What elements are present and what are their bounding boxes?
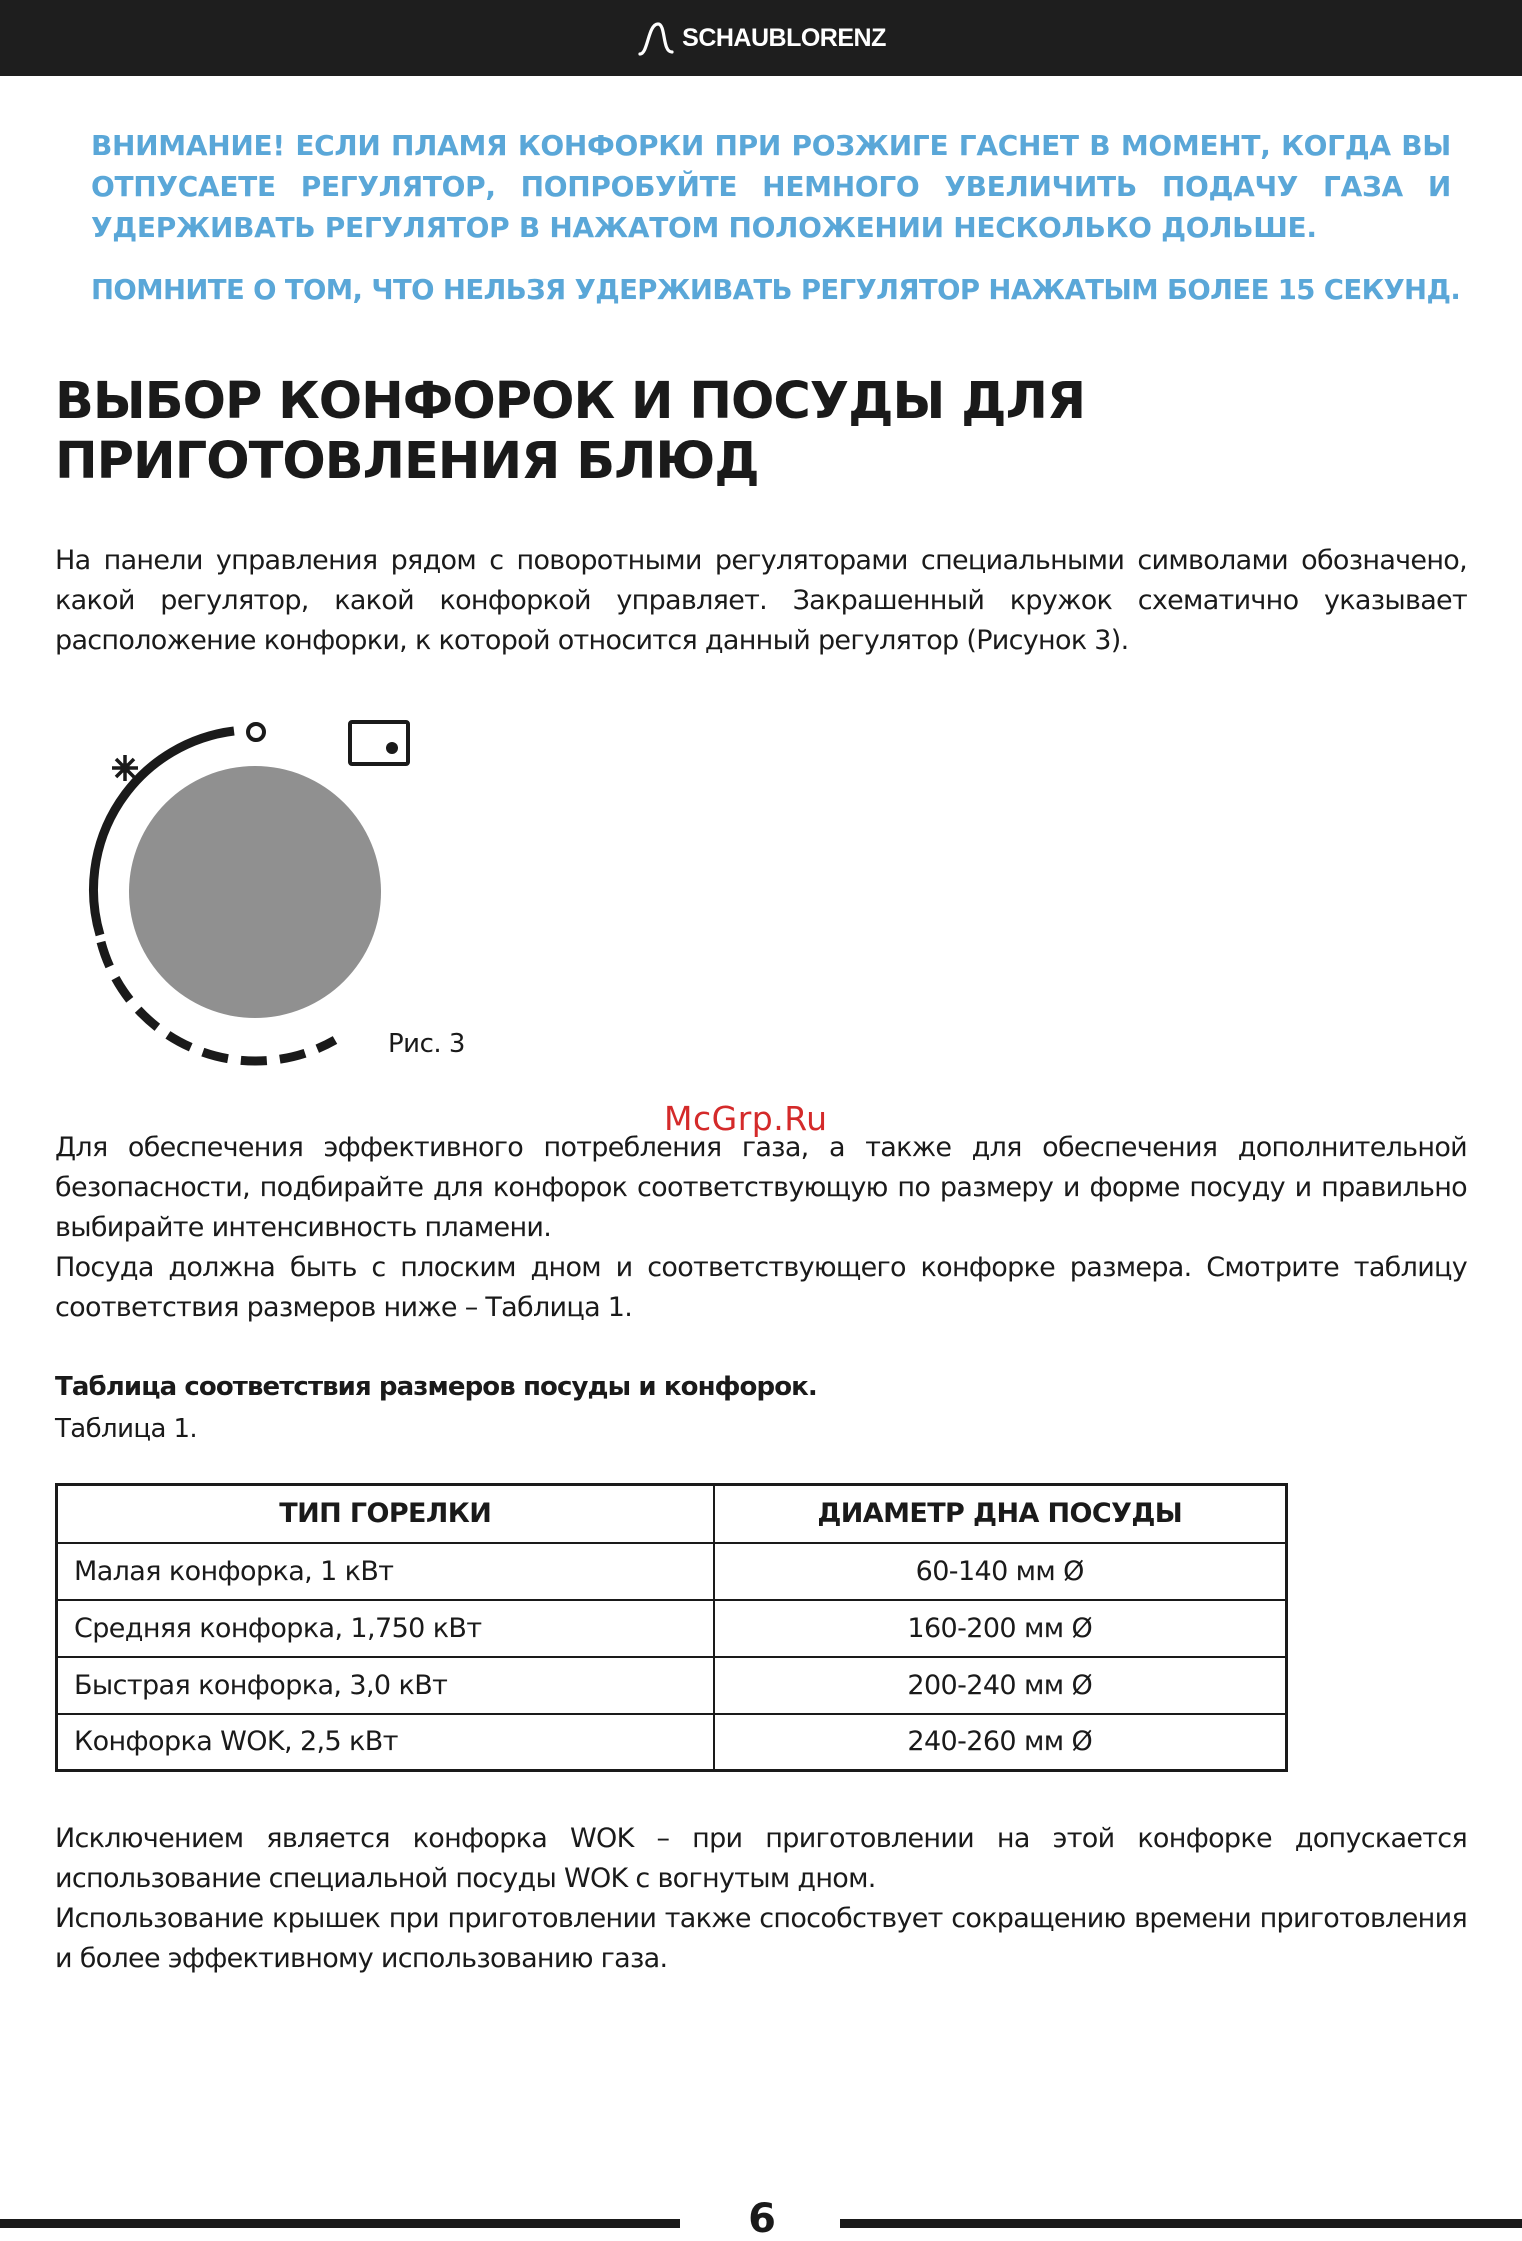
burner-type-cell: Средняя конфорка, 1,750 кВт <box>57 1600 714 1657</box>
intro-paragraph: На панели управления рядом с поворотными регуляторами специальными символами обозначено, какой регулятор, какой конфоркой управляет. Закрашенный кружок схематично указывает расположение конфорки, к которой относится данный регулятор (Рисунок 3). <box>55 545 1467 656</box>
pot-diameter-cell: 60-140 мм Ø <box>714 1543 1287 1600</box>
pot-diameter-cell: 240-260 мм Ø <box>714 1714 1287 1771</box>
burner-type-cell: Конфорка WOK, 2,5 кВт <box>57 1714 714 1771</box>
lid-paragraph: Использование крышек при приготовлении также способствует сокращению времени приготовления и более эффективному использованию газа. <box>55 1903 1467 1974</box>
brand-name: SCHAUBLORENZ <box>682 23 886 52</box>
off-position-icon <box>248 724 264 740</box>
control-knob <box>129 766 381 1018</box>
knob-diagram <box>78 702 438 1072</box>
page-number: 6 <box>748 2196 776 2241</box>
burner-type-cell: Малая конфорка, 1 кВт <box>57 1543 714 1600</box>
gas-efficiency-paragraph: Для обеспечения эффективного потребления газа, а также для обеспечения дополнительной безопасности, подбирайте для конфорок соответствующую по размеру и форме посуду и правильно выбирайте интенсивность пламени. <box>55 1132 1467 1243</box>
watermark: McGrp.Ru <box>664 1099 828 1138</box>
header-pot-diameter: ДИАМЕТР ДНА ПОСУДЫ <box>714 1485 1287 1543</box>
table-number: Таблица 1. <box>55 1414 198 1444</box>
knob-figure <box>78 702 438 1072</box>
pot-diameter-cell: 160-200 мм Ø <box>714 1600 1287 1657</box>
table-row <box>57 1714 1287 1771</box>
table-header-row <box>57 1485 1287 1543</box>
footer-rule-left <box>0 2219 680 2228</box>
cookware-paragraph: Посуда должна быть с плоским дном и соответствующего конфорке размера. Смотрите таблицу соответствия размеров ниже – Таблица 1. <box>55 1252 1467 1323</box>
burner-size-table <box>55 1483 1288 1772</box>
header-burner-type: ТИП ГОРЕЛКИ <box>57 1485 714 1543</box>
table-row <box>57 1657 1287 1714</box>
table-row <box>57 1600 1287 1657</box>
footer-rule-right <box>840 2219 1522 2228</box>
warning-note: ПОМНИТЕ О ТОМ, ЧТО НЕЛЬЗЯ УДЕРЖИВАТЬ РЕГУЛЯТОР НАЖАТЫМ БОЛЕЕ 15 СЕКУНД. <box>91 274 1461 306</box>
brand <box>0 0 1522 76</box>
burner-type-cell: Быстрая конфорка, 3,0 кВт <box>57 1657 714 1714</box>
table-title: Таблица соответствия размеров посуды и конфорок. <box>55 1372 817 1402</box>
wok-paragraph: Исключением является конфорка WOK – при приготовлении на этой конфорке допускается использование специальной посуды WOK с вогнутым дном. <box>55 1823 1467 1894</box>
wave-logo-icon <box>636 18 676 58</box>
warning-text: ВНИМАНИЕ! ЕСЛИ ПЛАМЯ КОНФОРКИ ПРИ РОЗЖИГЕ ГАСНЕТ В МОМЕНТ, КОГДА ВЫ ОТПУСАЕТЕ РЕГУЛЯТОР, ПОПРОБУЙТЕ НЕМНОГО УВЕЛИЧИТЬ ПОДАЧУ ГАЗА И УДЕРЖИВАТЬ РЕГУЛЯТОР В НАЖАТОМ ПОЛОЖЕНИИ НЕСКОЛЬКО ДОЛЬШЕ. <box>91 129 1451 244</box>
burner-location-icon <box>350 722 408 764</box>
table-row <box>57 1543 1287 1600</box>
pot-diameter-cell: 200-240 мм Ø <box>714 1657 1287 1714</box>
section-title: ВЫБОР КОНФОРОК И ПОСУДЫ ДЛЯ ПРИГОТОВЛЕНИЯ БЛЮД <box>55 372 1086 491</box>
figure-caption: Рис. 3 <box>388 1029 465 1059</box>
